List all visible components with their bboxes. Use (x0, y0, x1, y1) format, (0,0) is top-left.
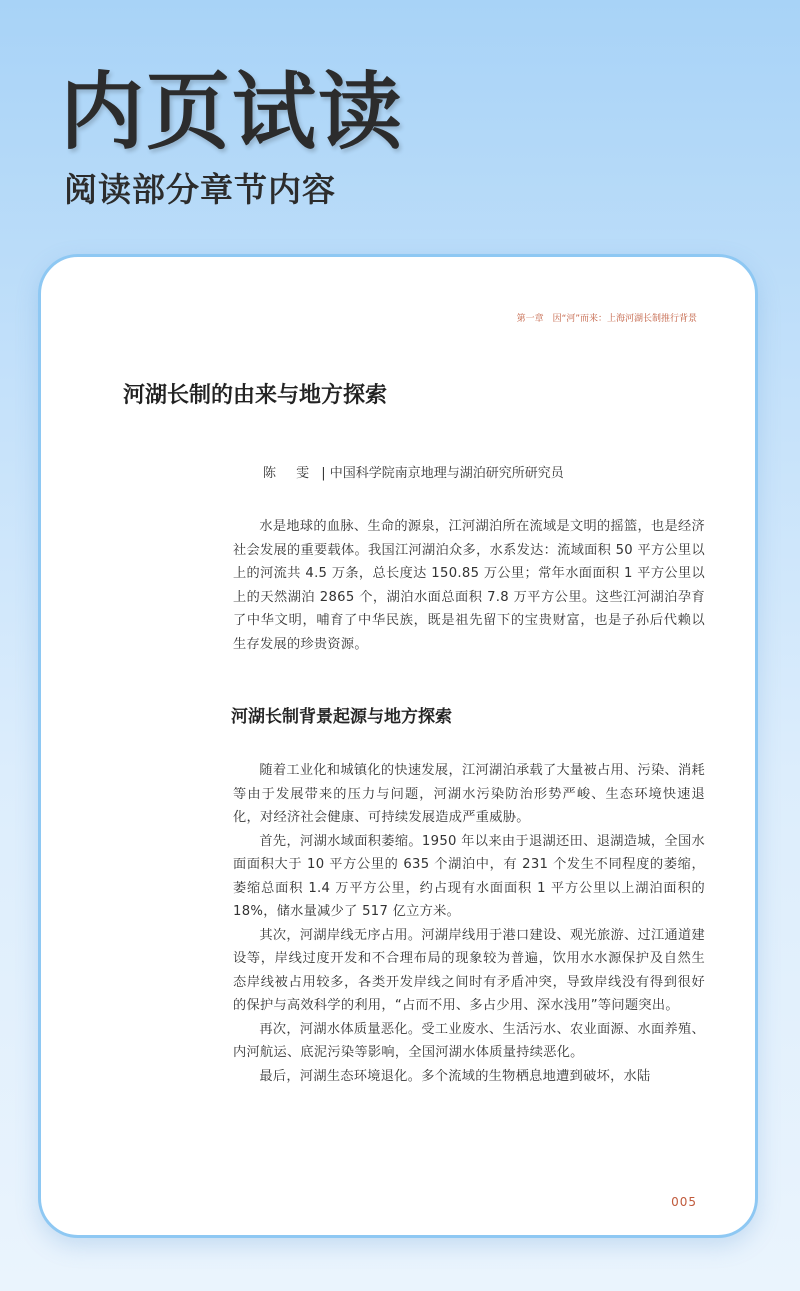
author-name: 陈 雯 (263, 466, 318, 481)
running-header: 第一章 因“河”而来：上海河湖长制推行背景 (516, 314, 697, 324)
section-heading: 河湖长制背景起源与地方探索 (231, 707, 452, 727)
intro-text (233, 515, 705, 656)
section-text (233, 759, 705, 1088)
page-number: 005 (671, 1195, 697, 1209)
author-affiliation: | 中国科学院南京地理与湖泊研究所研究员 (321, 466, 564, 481)
paragraph: 首先，河湖水域面积萎缩。1950 年以来由于退湖还田、退湖造城，全国水面面积大于 10 平方公里的 635 个湖泊中，有 231 个发生不同程度的萎缩，萎缩总面积 1.4 万平方公里，约占现有水面面积 1 平方公里以上湖泊面积的 18%，储水量减少了 517 亿立方米。 (233, 833, 705, 919)
hero-title: 内页试读 (60, 63, 405, 161)
article-title: 河湖长制的由来与地方探索 (123, 383, 388, 408)
paragraph: 随着工业化和城镇化的快速发展，江河湖泊承载了大量被占用、污染、消耗等由于发展带来的压力与问题，河湖水污染防治形势严峻、生态环境快速退化，对经济社会健康、可持续发展造成严重威胁。 (233, 763, 705, 825)
hero-subtitle: 阅读部分章节内容 (64, 170, 336, 209)
paragraph: 其次，河湖岸线无序占用。河湖岸线用于港口建设、观光旅游、过江通道建设等，岸线过度开发和不合理布局的现象较为普遍，饮用水水源保护及自然生态岸线被占用较多，各类开发岸线之间时有矛盾冲突，导致岸线没有得到很好的保护与高效科学的利用，“占而不用、多占少用、深水浅用”等问题突出。 (233, 927, 705, 1013)
paragraph: 最后，河湖生态环境退化。多个流域的生物栖息地遭到破坏，水陆 (259, 1068, 651, 1084)
book-page-card (38, 254, 758, 1238)
paragraph: 水是地球的血脉、生命的源泉，江河湖泊所在流域是文明的摇篮，也是经济社会发展的重要载体。我国江河湖泊众多，水系发达：流域面积 50 平方公里以上的河流共 4.5 万条，总长度达 150.85 万公里；常年水面面积 1 平方公里以上的天然湖泊 2865 个，湖泊水面总面积 7.8 万平方公里。这些江河湖泊孕育了中华文明，哺育了中华民族，既是祖先留下的宝贵财富，也是子孙后代赖以生存发展的珍贵资源。 (233, 519, 705, 652)
paragraph: 再次，河湖水体质量恶化。受工业废水、生活污水、农业面源、水面养殖、内河航运、底泥污染等影响，全国河湖水体质量持续恶化。 (233, 1021, 705, 1060)
byline (263, 464, 564, 484)
